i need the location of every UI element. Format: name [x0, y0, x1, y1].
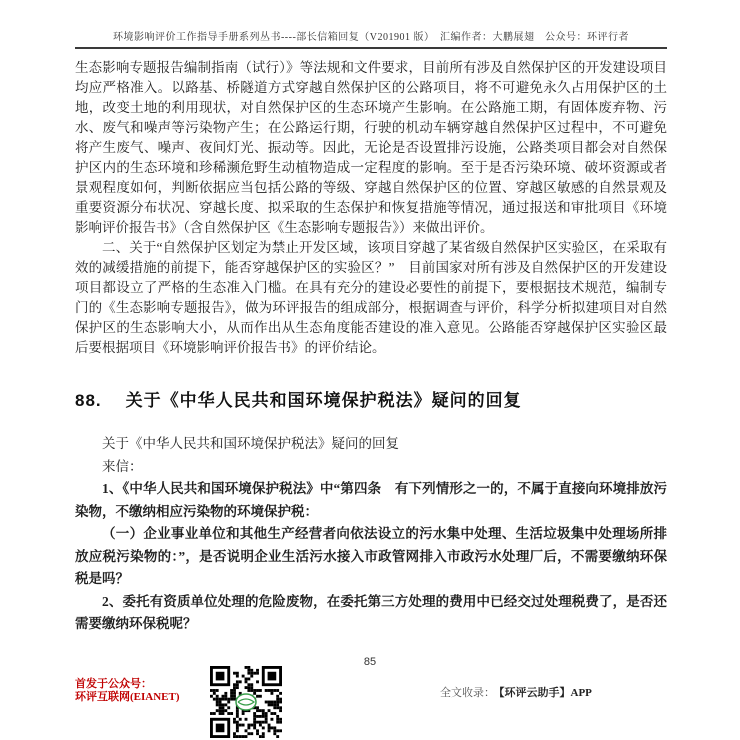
- header-title: 环境影响评价工作指导手册系列丛书----部长信箱回复（V201901 版） 汇编作者：大鹏展翅 公众号：环评行者: [112, 32, 630, 43]
- footer-collection: [440, 684, 592, 700]
- footer-publisher-line2: 环评互联网(EIANET): [75, 691, 180, 703]
- section-title: 关于《中华人民共和国环境保护税法》疑问的回复: [125, 391, 522, 410]
- page-body: [75, 58, 667, 636]
- question-1: 1、《中华人民共和国环境保护税法》中“第四条 有下列情形之一的，不属于直接向环境排放污染物，不缴纳相应污染物的环境保护税：: [75, 481, 667, 519]
- question-2: 2、委托有资质单位处理的危险废物，在委托第三方处理的费用中已经交过处理税费了，是否还需要缴纳环保税呢？: [75, 593, 667, 631]
- question-1-item: （一）企业事业单位和其他生产经营者向依法设立的污水集中处理、生活垃圾集中处理场所排放应税污染物的：”，是否说明企业生活污水接入市政管网排入市政污水处理厂后，不需要缴纳环保税是吗？: [75, 526, 667, 586]
- footer-app-name: 【环评云助手】APP: [499, 687, 592, 699]
- section-subtitle: 关于《中华人民共和国环境保护税法》疑问的回复: [102, 436, 399, 451]
- section-content: [75, 433, 667, 636]
- section-number: 88.: [75, 391, 102, 410]
- section-heading: [75, 386, 667, 411]
- page-header: [75, 28, 667, 49]
- footer-publisher: [75, 678, 180, 704]
- paragraph-nature-reserve-2: 二、关于“自然保护区划定为禁止开发区域，该项目穿越了某省级自然保护区实验区，在采取有效的减缓措施的前提下，能否穿越保护区的实验区？” 目前国家对所有涉及自然保护区的开发建设项目都设立了严格的生态准入门槛。在具有充分的建设必要性的前提下，要根据技术规范，编制专门的《生态影响专题报告》，做为环评报告的组成部分，根据调查与评价，科学分析拟建项目对自然保护区的生态影响大小，从而作出从生态角度能否建设的准入意见。公路能否穿越保护区实验区最后要根据项目《环境影响评价报告书》的评价结论。: [75, 240, 667, 355]
- letter-label: 来信：: [102, 458, 143, 474]
- footer-publisher-line1: 首发于公众号：: [75, 678, 152, 690]
- footer-collection-prefix: 全文收录：: [440, 687, 495, 699]
- page-number: 85: [363, 656, 377, 668]
- qr-code-icon: [210, 666, 282, 738]
- paragraph-nature-reserve-1: 生态影响专题报告编制指南（试行）》等法规和文件要求，目前所有涉及自然保护区的开发建设项目均应严格准入。以路基、桥隧道方式穿越自然保护区的公路项目，将不可避免永久占用保护区的土地，改变土地的利用现状，对自然保护区的生态环境产生影响。在公路施工期，有固体废弃物、污水、废气和噪声等污染物产生；在公路运行期，行驶的机动车辆穿越自然保护区过程中，不可避免将产生废气、噪声、夜间灯光、振动等。因此，无论是否设置排污设施，公路类项目都会对自然保护区内的生态环境和珍稀濒危野生动植物造成一定程度的影响。至于是否污染环境、破坏资源或者景观程度如何，判断依据应当包括公路的等级、穿越自然保护区的位置、穿越区敏感的自然景观及重要资源分布状况、穿越长度、拟采取的生态保护和恢复措施等情况，通过报送和审批项目《环境影响评价报告书》（含自然保护区《生态影响专题报告》）来做出评价。: [75, 60, 667, 235]
